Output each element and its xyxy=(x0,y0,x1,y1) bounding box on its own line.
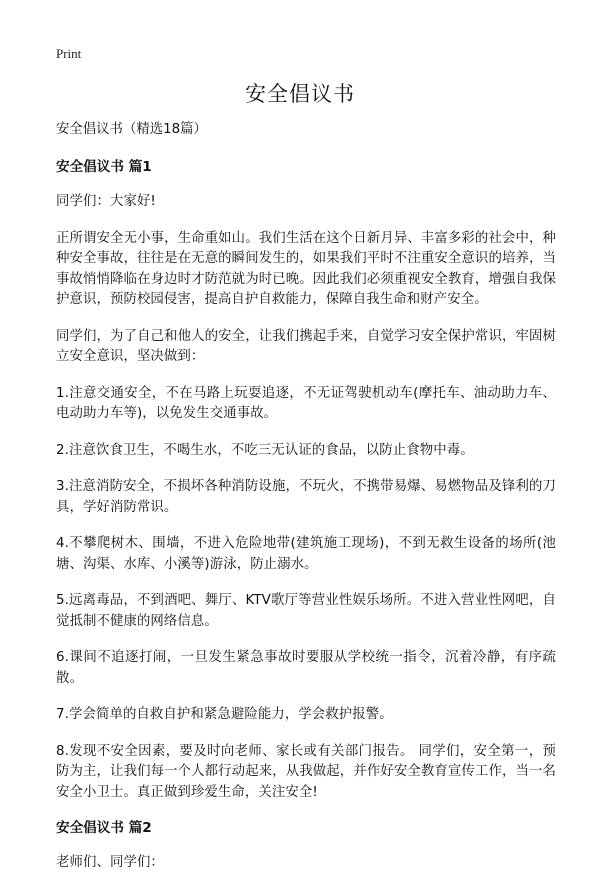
list-item: 5.远离毒品，不到酒吧、舞厅、KTV歌厅等营业性娱乐场所。不进入营业性网吧，自觉抵制不健康的网络信息。 xyxy=(56,593,556,629)
list-item: 6.课间不追逐打闹，一旦发生紧急事故时要服从学校统一指令，沉着冷静，有序疏散。 xyxy=(56,650,556,686)
body-paragraph: 正所谓安全无小事，生命重如山。我们生活在这个日新月异、丰富多彩的社会中，种种安全事故，往往是在无意的瞬间发生的，如果我们平时不注重安全意识的培养，当事故悄悄降临在身边时才防范就为时已晚。因此我们必须重视安全教育，增强自我保护意识，预防校园侵害，提高自护自救能力，保障自我生命和财产安全。 xyxy=(56,230,556,307)
document-subtitle: 安全倡议书（精选18篇） xyxy=(56,122,207,137)
list-item: 7.学会简单的自救自护和紧急避险能力，学会救护报警。 xyxy=(56,707,393,722)
section-heading: 安全倡议书 篇2 xyxy=(56,820,152,836)
body-paragraph: 同学们，为了自己和他人的安全，让我们携起手来，自觉学习安全保护常识，牢固树立安全意识，坚决做到： xyxy=(56,328,556,364)
document-title: 安全倡议书 xyxy=(245,82,355,106)
section-heading: 安全倡议书 篇1 xyxy=(56,159,152,175)
greeting-paragraph: 同学们：大家好! xyxy=(56,194,156,209)
document-body xyxy=(56,120,556,890)
list-item: 4.不攀爬树木、围墙，不进入危险地带(建筑施工现场)，不到无救生设备的场所(池塘、沟渠、水库、小溪等)游泳，防止溺水。 xyxy=(56,536,556,572)
section-1 xyxy=(56,157,556,803)
list-item: 8.发现不安全因素，要及时向老师、家长或有关部门报告。 同学们，安全第一，预防为主，让我们每一个人都行动起来，从我做起，并作好安全教育宣传工作，当一名安全小卫士。真正做到珍爱生命，关注安全! xyxy=(56,743,556,800)
list-item: 1.注意交通安全，不在马路上玩耍追逐，不无证驾驶机动车(摩托车、油动助力车、电动助力车等)，以免发生交通事故。 xyxy=(56,385,556,421)
greeting-paragraph: 老师们、同学们： xyxy=(56,855,164,870)
section-2 xyxy=(56,818,556,874)
list-item: 2.注意饮食卫生，不喝生水，不吃三无认证的食品，以防止食物中毒。 xyxy=(56,442,474,458)
list-item: 3.注意消防安全，不损坏各种消防设施，不玩火，不携带易爆、易燃物品及锋利的刀具，学好消防常识。 xyxy=(56,479,556,515)
print-link[interactable]: Print xyxy=(56,46,82,61)
